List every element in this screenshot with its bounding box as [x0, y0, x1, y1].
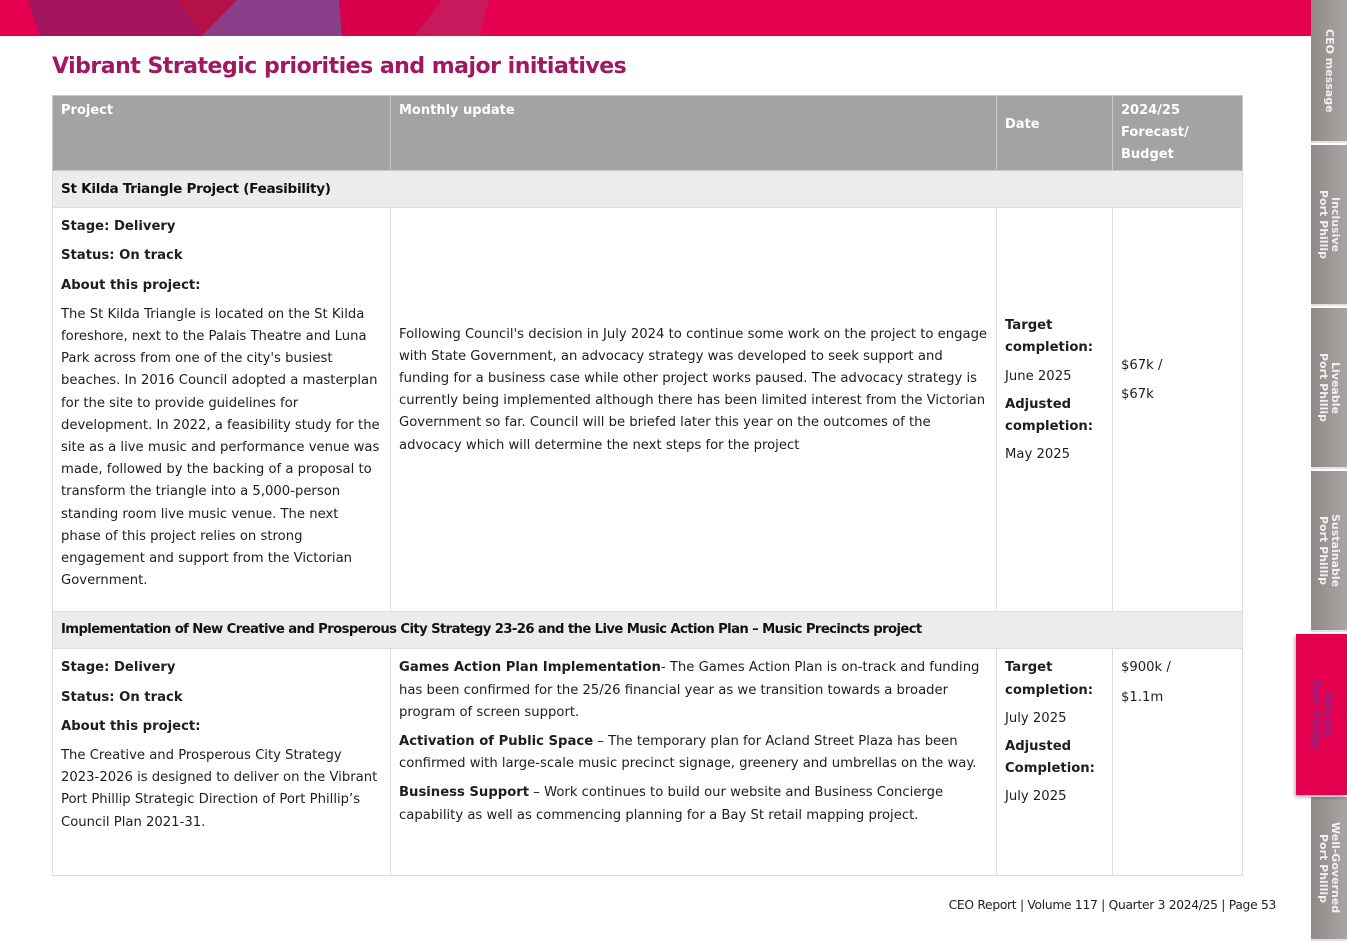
forecast-value: $900k / [1121, 660, 1171, 676]
project-title: St Kilda Triangle Project (Feasibility) [53, 171, 1243, 208]
tab-label: Sustainable Port Phillip [1317, 513, 1342, 588]
tab-liveable-port-phillip[interactable] [1311, 308, 1347, 469]
adjusted-completion-label: Adjusted Completion: [1005, 739, 1095, 777]
about-text: The Creative and Prosperous City Strategy 2023-2026 is designed to deliver on the Vibrant Port Phillip Strategic Direction of Port Phillip’s Council Plan 2021-31. [61, 748, 378, 830]
adjusted-completion-date: July 2025 [1005, 789, 1067, 805]
banner-shape-magenta [28, 0, 202, 36]
project-stage: Stage: Delivery [61, 219, 176, 235]
update-title: Activation of Public Space [399, 734, 594, 750]
update-separator: – [593, 734, 609, 750]
update-text: Work continues to build our website and Business Concierge capability as well as commencing planning for a Bay St retail mapping project. [399, 785, 944, 823]
target-completion-label: Target completion: [1005, 318, 1094, 356]
update-text: Following Council's decision in July 2024 to continue some work on the project to engage with State Government, an advocacy strategy was developed to seek support and funding for a business case while other project works paused. The advocacy strategy is currently being implemented although there has been limited interest from the Victorian Government so far. Council will be briefed later this year on the outcomes of the advocacy which will determine the next steps for the project [399, 326, 988, 453]
project-info-cell [53, 649, 391, 876]
monthly-update-cell [391, 649, 997, 876]
update-item [399, 657, 988, 724]
date-cell [997, 649, 1113, 876]
page-footer: CEO Report | Volume 117 | Quarter 3 2024/25 | Page 53 [948, 898, 1276, 912]
tab-well-governed-port-phillip[interactable] [1311, 797, 1347, 941]
update-title: Business Support [399, 785, 530, 801]
project-title-row [53, 171, 1243, 208]
update-separator: - [660, 660, 670, 676]
tab-label: Vibrant Port Phillip [1309, 680, 1335, 749]
project-status: Status: On track [61, 248, 183, 264]
date-cell [997, 208, 1113, 612]
about-label: About this project: [61, 277, 201, 293]
budget-cell [1113, 208, 1243, 612]
update-text: The temporary plan for Acland Street Plaza has been confirmed with large-scale music precinct signage, greenery and umbrellas on the way. [399, 734, 977, 772]
update-item [399, 731, 988, 775]
about-label: About this project: [61, 718, 201, 734]
project-title: Implementation of New Creative and Prosperous City Strategy 23-26 and the Live Music Action Plan – Music Precincts project [53, 612, 1243, 649]
header-banner [0, 0, 1311, 36]
initiatives-table [52, 95, 1243, 876]
tab-sustainable-port-phillip[interactable] [1311, 471, 1347, 632]
project-info-cell [53, 208, 391, 612]
tab-label: Inclusive Port Phillip [1317, 190, 1342, 259]
update-title: Games Action Plan Implementation [399, 660, 661, 676]
target-completion-date: July 2025 [1005, 710, 1067, 726]
tab-inclusive-port-phillip[interactable] [1311, 145, 1347, 306]
project-status: Status: On track [61, 689, 183, 705]
tab-label: Well-Governed Port Phillip [1317, 822, 1342, 914]
tab-vibrant-port-phillip[interactable] [1296, 634, 1347, 795]
banner-graphic [0, 0, 1311, 36]
update-separator: – [529, 785, 545, 801]
project-title-row [53, 612, 1243, 649]
update-text: The Games Action Plan is on-track and funding has been confirmed for the 25/26 financial year as we transition towards a broader program of screen support. [399, 660, 980, 720]
update-item [399, 782, 988, 826]
project-detail-row [53, 208, 1243, 612]
tab-label: Liveable Port Phillip [1317, 353, 1342, 422]
tab-label: CEO message [1323, 28, 1336, 113]
forecast-value: $67k / [1121, 357, 1163, 373]
section-tabs [1311, 0, 1347, 941]
target-completion-label: Target completion: [1005, 660, 1094, 698]
budget-value: $67k [1121, 386, 1154, 402]
budget-value: $1.1m [1121, 689, 1164, 705]
header-monthly-update: Monthly update [391, 96, 997, 171]
tab-ceo-message[interactable] [1311, 0, 1347, 143]
project-stage: Stage: Delivery [61, 660, 176, 676]
header-project: Project [53, 96, 391, 171]
target-completion-date: June 2025 [1005, 368, 1072, 384]
header-date: Date [997, 96, 1113, 171]
about-text: The St Kilda Triangle is located on the St Kilda foreshore, next to the Palais Theatre and Luna Park across from one of the city's busiest beaches. In 2016 Council adopted a masterplan for the site to provide guidelines for development. In 2022, a feasibility study for the site as a live music and performance venue was made, followed by the backing of a proposal to transform the triangle into a 5,000-person standing room live music venue. The next phase of this project relies on strong engagement and support from the Victorian Government. [61, 306, 380, 589]
monthly-update-cell [391, 208, 997, 612]
header-budget: 2024/25 Forecast/ Budget [1113, 96, 1243, 171]
adjusted-completion-label: Adjusted completion: [1005, 396, 1094, 434]
page-title: Vibrant Strategic priorities and major initiatives [52, 54, 627, 79]
budget-cell [1113, 649, 1243, 876]
adjusted-completion-date: May 2025 [1005, 447, 1071, 463]
table-header-row [53, 96, 1243, 171]
project-detail-row [53, 649, 1243, 876]
